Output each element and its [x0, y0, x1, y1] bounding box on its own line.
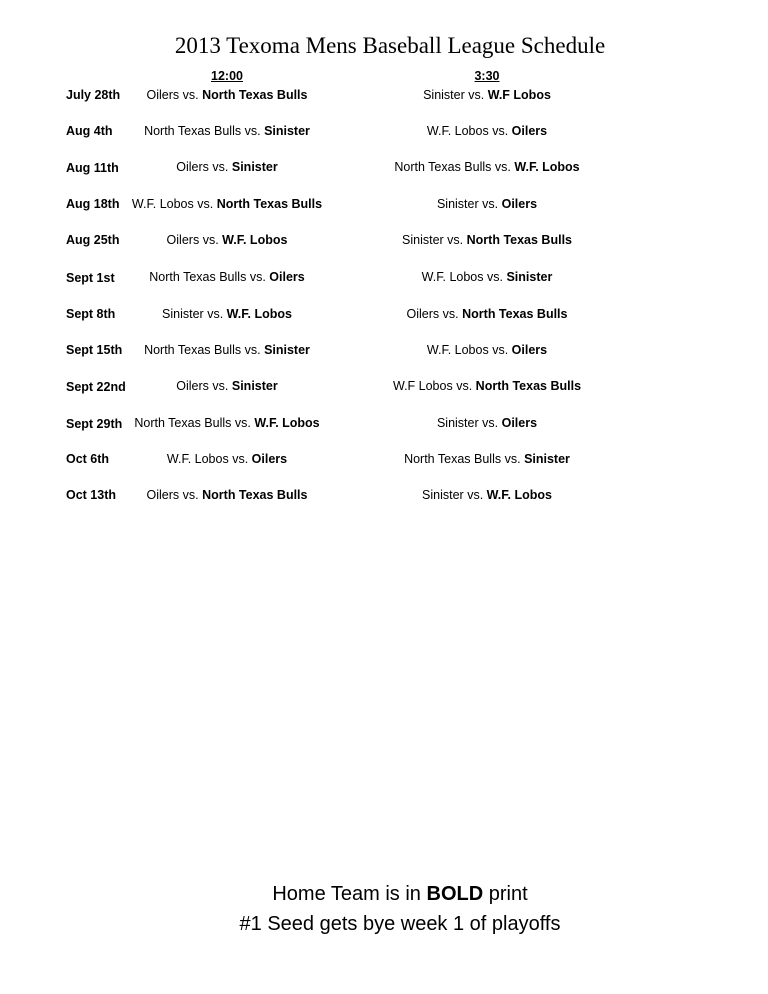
vs-label: vs. — [482, 416, 499, 430]
schedule-row — [0, 160, 768, 180]
matchup-second-slot — [347, 124, 627, 138]
schedule-row — [0, 124, 768, 144]
page-title: 2013 Texoma Mens Baseball League Schedule — [174, 33, 606, 58]
away-team: Sinister — [402, 233, 444, 247]
matchup-first-slot — [87, 233, 367, 247]
game-date: Aug 25th — [66, 233, 120, 247]
matchup-first-slot — [87, 379, 367, 393]
schedule-row — [0, 233, 768, 253]
matchup-second-slot — [347, 379, 627, 393]
away-team: W.F. Lobos — [131, 197, 194, 211]
matchup-first-slot — [87, 488, 367, 502]
matchup-second-slot — [347, 233, 627, 247]
matchup-second-slot — [347, 488, 627, 502]
away-team: Oilers — [406, 307, 440, 321]
away-team: North Texas Bulls — [149, 270, 247, 284]
vs-label: vs. — [249, 270, 266, 284]
matchup-second-slot — [347, 343, 627, 357]
schedule-row — [0, 343, 768, 363]
home-team: North Texas Bulls — [216, 197, 323, 211]
home-team: Oilers — [511, 343, 548, 357]
game-date: Sept 8th — [66, 307, 116, 321]
home-team: Oilers — [511, 124, 548, 138]
away-team: Oilers — [176, 160, 209, 174]
home-team: Oilers — [269, 270, 305, 284]
footer-note-bold-word: BOLD — [426, 883, 484, 905]
footer-note-text-end: print — [488, 883, 528, 905]
vs-label: vs. — [467, 488, 484, 502]
vs-label: vs. — [492, 343, 509, 357]
home-team: Sinister — [264, 124, 310, 138]
vs-label: vs. — [442, 307, 459, 321]
matchup-second-slot — [347, 452, 627, 466]
away-team: W.F. Lobos — [426, 124, 489, 138]
matchup-second-slot — [347, 88, 627, 102]
vs-label: vs. — [456, 379, 473, 393]
vs-label: vs. — [207, 307, 224, 321]
matchup-first-slot — [87, 343, 367, 357]
away-team: W.F. Lobos — [166, 452, 229, 466]
vs-label: vs. — [504, 452, 521, 466]
home-team: W.F. Lobos — [226, 307, 292, 321]
vs-label: vs. — [212, 160, 229, 174]
home-team: W.F. Lobos — [254, 416, 320, 430]
home-team: Sinister — [506, 270, 553, 284]
schedule-row — [0, 270, 768, 290]
away-team: W.F Lobos — [392, 379, 453, 393]
game-date: Sept 15th — [66, 343, 123, 357]
footer-home-team-note — [0, 879, 768, 909]
away-team: Sinister — [162, 307, 204, 321]
home-team: North Texas Bulls — [202, 88, 308, 102]
vs-label: vs. — [182, 88, 199, 102]
time-slot-header-2: 3:30 — [474, 69, 500, 83]
away-team: Oilers — [176, 379, 209, 393]
matchup-second-slot — [347, 197, 627, 211]
vs-label: vs. — [492, 124, 509, 138]
vs-label: vs. — [468, 88, 485, 102]
game-date: Oct 13th — [66, 488, 117, 502]
vs-label: vs. — [202, 233, 219, 247]
home-team: W.F. Lobos — [486, 488, 552, 502]
vs-label: vs. — [244, 124, 261, 138]
away-team: W.F. Lobos — [421, 270, 484, 284]
game-date: Aug 18th — [66, 197, 120, 211]
footer-playoff-note: #1 Seed gets bye week 1 of playoffs — [239, 913, 561, 935]
matchup-first-slot — [87, 307, 367, 321]
away-team: North Texas Bulls — [404, 452, 502, 466]
home-team: North Texas Bulls — [462, 307, 568, 321]
vs-label: vs. — [244, 343, 261, 357]
time-slot-header-1: 12:00 — [211, 69, 243, 83]
home-team: Sinister — [264, 343, 310, 357]
away-team: North Texas Bulls — [134, 416, 232, 430]
matchup-first-slot — [87, 160, 367, 174]
home-team: North Texas Bulls — [466, 233, 572, 247]
vs-label: vs. — [182, 488, 199, 502]
game-date: Aug 4th — [66, 124, 113, 138]
home-team: W.F Lobos — [487, 88, 551, 102]
away-team: Oilers — [166, 233, 200, 247]
schedule-row — [0, 197, 768, 217]
game-date: Sept 22nd — [66, 380, 126, 394]
home-team: W.F. Lobos — [222, 233, 288, 247]
schedule-row — [0, 452, 768, 472]
away-team: North Texas Bulls — [144, 124, 242, 138]
away-team: Sinister — [436, 416, 479, 430]
game-date: Sept 29th — [66, 417, 123, 431]
home-team: North Texas Bulls — [475, 379, 582, 393]
away-team: Sinister — [422, 488, 464, 502]
schedule-row — [0, 88, 768, 108]
matchup-second-slot — [347, 160, 627, 174]
matchup-second-slot — [347, 307, 627, 321]
vs-label: vs. — [232, 452, 249, 466]
vs-label: vs. — [212, 379, 229, 393]
matchup-second-slot — [347, 270, 627, 284]
away-team: W.F. Lobos — [426, 343, 489, 357]
schedule-row — [0, 488, 768, 508]
home-team: Oilers — [501, 416, 538, 430]
matchup-second-slot — [347, 416, 627, 430]
game-date: Sept 1st — [66, 271, 115, 285]
game-date: Aug 11th — [66, 161, 119, 175]
matchup-first-slot — [87, 88, 367, 102]
schedule-row — [0, 416, 768, 436]
home-team: Sinister — [231, 379, 278, 393]
away-team: Sinister — [436, 197, 479, 211]
home-team: Oilers — [251, 452, 288, 466]
away-team: Sinister — [423, 88, 465, 102]
home-team: W.F. Lobos — [514, 160, 580, 174]
matchup-first-slot — [87, 124, 367, 138]
matchup-first-slot — [87, 270, 367, 284]
away-team: Oilers — [146, 88, 180, 102]
schedule-row — [0, 379, 768, 399]
home-team: Oilers — [501, 197, 538, 211]
game-date: Oct 6th — [66, 452, 110, 466]
away-team: North Texas Bulls — [144, 343, 242, 357]
vs-label: vs. — [197, 197, 214, 211]
vs-label: vs. — [482, 197, 499, 211]
vs-label: vs. — [494, 160, 511, 174]
home-team: North Texas Bulls — [202, 488, 308, 502]
matchup-first-slot — [87, 452, 367, 466]
away-team: Oilers — [146, 488, 180, 502]
footer-notes — [0, 879, 768, 939]
vs-label: vs. — [447, 233, 464, 247]
home-team: Sinister — [524, 452, 570, 466]
vs-label: vs. — [487, 270, 503, 284]
footer-note-text: Home Team is in — [272, 883, 421, 905]
matchup-first-slot — [87, 416, 367, 430]
away-team: North Texas Bulls — [394, 160, 492, 174]
game-date: July 28th — [66, 88, 121, 102]
schedule-row — [0, 307, 768, 327]
home-team: Sinister — [231, 160, 278, 174]
matchup-first-slot — [87, 197, 367, 211]
vs-label: vs. — [234, 416, 251, 430]
